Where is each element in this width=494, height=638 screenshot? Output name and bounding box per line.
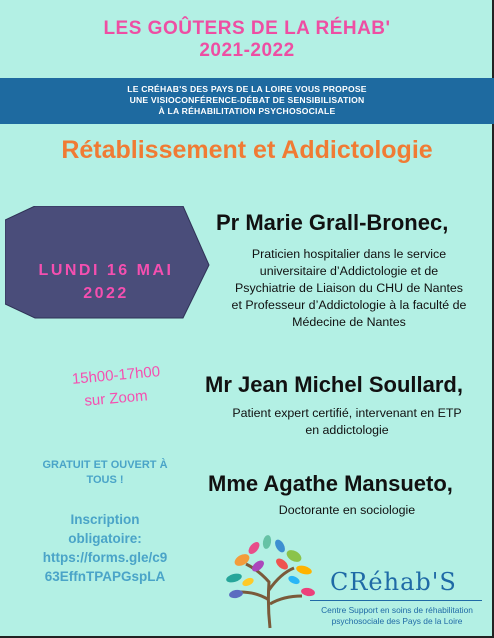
speaker-description-line: et Professeur d’Addictologie à la faculté de: [231, 298, 467, 312]
speaker-name-2: Mr Jean Michel Soullard,: [205, 372, 463, 397]
speaker-description-line: Médecine de Nantes: [292, 315, 406, 329]
event-date-year: 2022: [83, 285, 129, 302]
banner-line: À LA RÉHABILITATION PSYCHOSOCIALE: [158, 106, 336, 116]
registration-label: Inscription: [70, 512, 140, 527]
speaker-description-line: Psychiatrie de Liaison du CHU de Nantes: [235, 281, 463, 295]
speaker-name-1: Pr Marie Grall-Bronec,: [216, 210, 449, 235]
speaker-description-1: [204, 246, 494, 331]
registration-link[interactable]: https://forms.gle/c9: [42, 550, 168, 565]
event-season: 2021-2022: [199, 40, 295, 61]
speaker-description-2: [200, 405, 494, 439]
registration-link[interactable]: 63EffnTPAPGspLA: [44, 569, 166, 584]
access-info: TOUS !: [86, 474, 124, 486]
speaker-description-line: Praticien hospitalier dans le service: [251, 247, 447, 261]
speaker-description-3: [200, 502, 494, 519]
access-info: GRATUIT ET OUVERT À: [42, 459, 168, 471]
logo-divider: [310, 600, 482, 601]
speaker-name-3: Mme Agathe Mansueto,: [208, 471, 453, 496]
intro-banner: [0, 78, 494, 124]
event-time: 15h00-17h00: [71, 363, 161, 388]
organization-tagline: Centre Support en soins de réhabilitation: [321, 605, 473, 615]
event-date-day: LUNDI 16 MAI: [38, 262, 174, 279]
speaker-description-line: Doctorante en sociologie: [278, 503, 416, 517]
event-platform: sur Zoom: [83, 387, 149, 410]
event-topic: Rétablissement et Addictologie: [61, 136, 433, 164]
event-series-title: LES GOÛTERS DE LA RÉHAB': [103, 18, 391, 39]
registration-label: obligatoire:: [68, 531, 142, 546]
speaker-description-line: en addictologie: [305, 423, 389, 437]
organization-tagline: psychosociale des Pays de la Loire: [331, 616, 463, 626]
speaker-description-line: universitaire d’Addictologie et de: [259, 264, 439, 278]
banner-line: LE CRÉHAB'S DES PAYS DE LA LOIRE VOUS PROPOSE: [127, 84, 367, 94]
speaker-description-line: Patient expert certifié, intervenant en ETP: [232, 406, 462, 420]
organization-logo-text: CRéhab'S: [330, 568, 457, 596]
banner-line: UNE VISIOCONFÉRENCE-DÉBAT DE SENSIBILISATION: [129, 95, 365, 105]
